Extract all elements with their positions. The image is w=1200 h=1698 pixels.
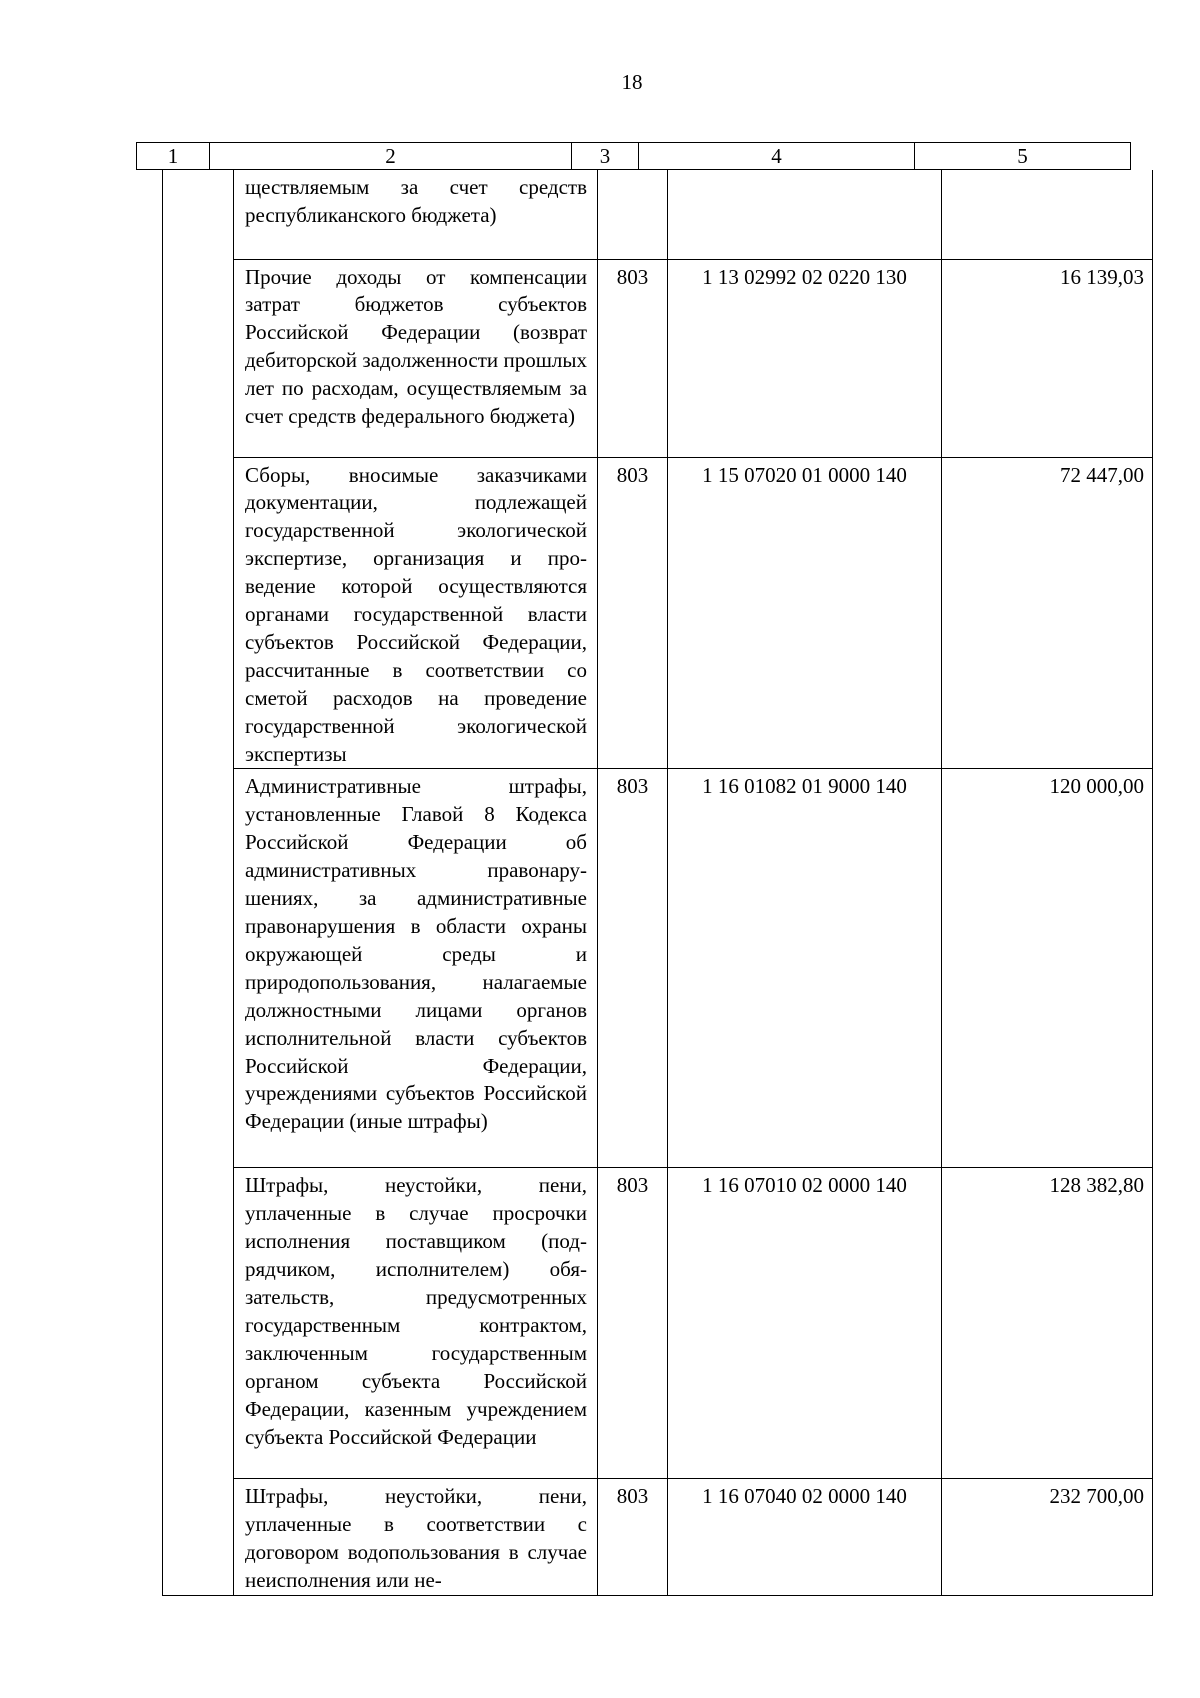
budget-code-cell: 1 16 01082 01 9000 140 [668, 769, 942, 1168]
description-cell: Штрафы, неустойки, пени, уплаченные в случае просрочки исполнения поставщиком (подрядчиком, исполнителем) обязательств, предусмотренных государственным контрактом, заключенным государственным органом субъекта Российской Федерации, казенным учреждением субъекта Российской Федерации [234, 1168, 598, 1479]
column-header-1: 1 [136, 142, 209, 170]
table-row [163, 1479, 1153, 1596]
column-header-4: 4 [638, 142, 914, 170]
column-header-3: 3 [571, 142, 638, 170]
budget-code-cell: 1 16 07010 02 0000 140 [668, 1168, 942, 1479]
admin-code-cell: 803 [598, 1168, 668, 1479]
amount-cell: 120 000,00 [942, 769, 1153, 1168]
revenue-table [162, 170, 1153, 1596]
column-header-5: 5 [914, 142, 1131, 170]
admin-code-cell: 803 [598, 1479, 668, 1596]
budget-code-cell: 1 16 07040 02 0000 140 [668, 1479, 942, 1596]
budget-code-cell: 1 13 02992 02 0220 130 [668, 259, 942, 457]
amount-cell: 72 447,00 [942, 457, 1153, 769]
column-header-2: 2 [209, 142, 571, 170]
table-row [163, 769, 1153, 1168]
budget-code-cell [668, 170, 942, 259]
group-cell [163, 170, 234, 1596]
admin-code-cell: 803 [598, 457, 668, 769]
description-cell: Прочие доходы от компенсации затрат бюджетов субъектов Российской Федерации (возврат дебиторской задолженности прошлых лет по расходам, осуществляемым за счет средств федерального бюджета) [234, 259, 598, 457]
description-cell: ществляемым за счет средств республиканского бюджета) [234, 170, 598, 259]
table-row [163, 1168, 1153, 1479]
table-row [163, 457, 1153, 769]
description-cell: Сборы, вносимые заказчиками документации, подлежащей государственной экологической экспертизе, организация и проведение которой осуществляются органами государственной власти субъектов Российской Федерации, рассчитанные в соответствии со сметой расходов на проведение государственной экологической экспертизы [234, 457, 598, 769]
description-cell: Административные штрафы, установленные Главой 8 Кодекса Российской Федерации об административных правонарушениях, за административные правонарушения в области охраны окружающей среды и природопользования, налагаемые должностными лицами органов исполнительной власти субъектов Российской Федерации, учреждениями субъектов Российской Федерации (иные штрафы) [234, 769, 598, 1168]
amount-cell [942, 170, 1153, 259]
admin-code-cell: 803 [598, 259, 668, 457]
budget-code-cell: 1 15 07020 01 0000 140 [668, 457, 942, 769]
amount-cell: 232 700,00 [942, 1479, 1153, 1596]
admin-code-cell: 803 [598, 769, 668, 1168]
amount-cell: 128 382,80 [942, 1168, 1153, 1479]
page-number: 18 [621, 70, 643, 94]
amount-cell: 16 139,03 [942, 259, 1153, 457]
table-row [163, 259, 1153, 457]
table-row [163, 170, 1153, 259]
admin-code-cell [598, 170, 668, 259]
description-cell: Штрафы, неустойки, пени, уплаченные в соответствии с договором водопользования в случае неисполнения или не- [234, 1479, 598, 1596]
